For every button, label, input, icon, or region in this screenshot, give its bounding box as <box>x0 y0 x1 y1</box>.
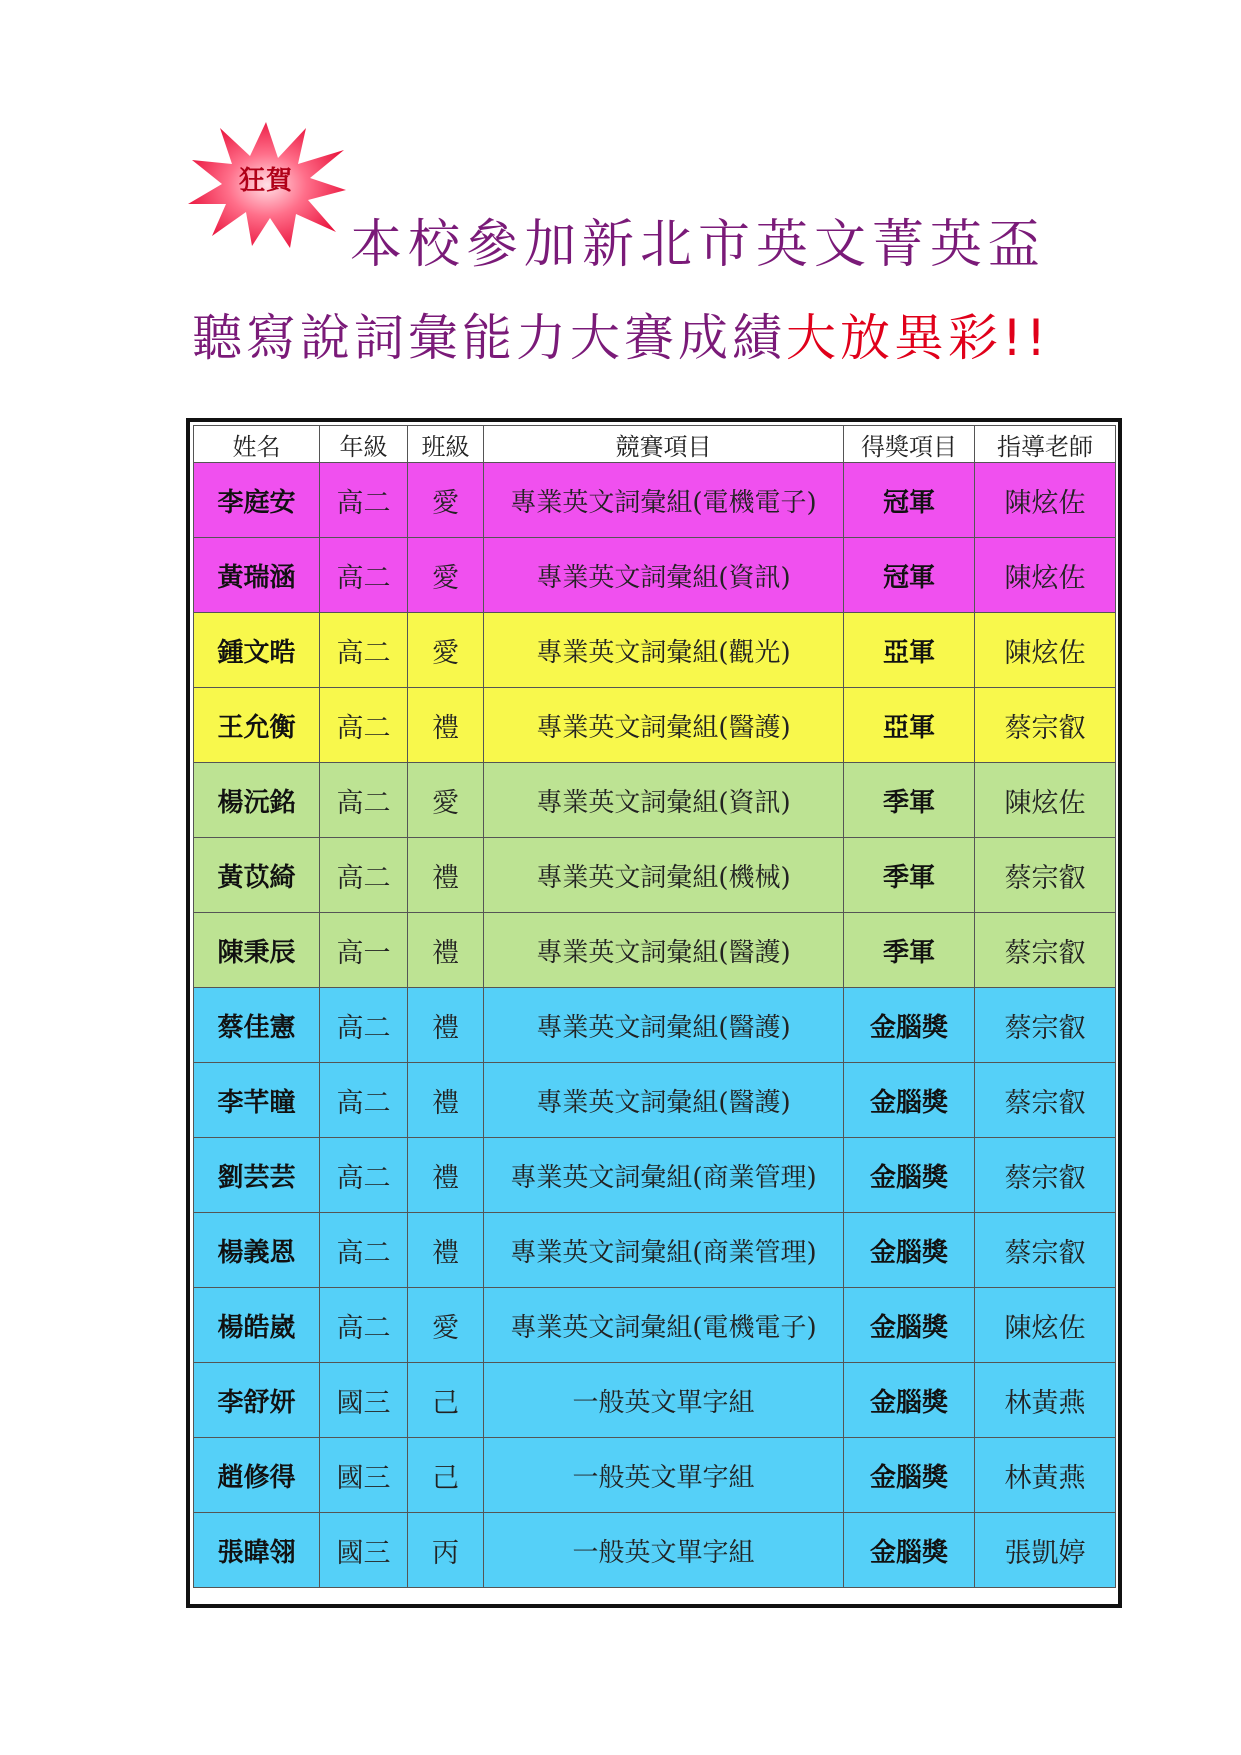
results-table <box>193 425 1116 1588</box>
cell-event: 專業英文詞彙組(醫護) <box>484 688 844 763</box>
table-row <box>194 613 1116 688</box>
cell-event: 專業英文詞彙組(電機電子) <box>484 463 844 538</box>
cell-class: 禮 <box>408 1213 484 1288</box>
cell-grade: 高二 <box>320 688 408 763</box>
column-header-teacher: 指導老師 <box>975 426 1116 463</box>
table-row <box>194 688 1116 763</box>
cell-class: 愛 <box>408 613 484 688</box>
cell-class: 禮 <box>408 688 484 763</box>
cell-event: 專業英文詞彙組(資訊) <box>484 538 844 613</box>
cell-class: 禮 <box>408 913 484 988</box>
burst-label: 狂賀 <box>238 166 293 196</box>
cell-award: 亞軍 <box>844 613 975 688</box>
cell-grade: 高二 <box>320 988 408 1063</box>
cell-award: 季軍 <box>844 838 975 913</box>
cell-award: 冠軍 <box>844 463 975 538</box>
table-row <box>194 763 1116 838</box>
cell-class: 禮 <box>408 1063 484 1138</box>
cell-name: 李庭安 <box>194 463 320 538</box>
cell-name: 李芊瞳 <box>194 1063 320 1138</box>
cell-class: 愛 <box>408 538 484 613</box>
cell-event: 專業英文詞彙組(機械) <box>484 838 844 913</box>
cell-class: 禮 <box>408 1138 484 1213</box>
cell-grade: 高二 <box>320 1288 408 1363</box>
cell-name: 蔡佳憲 <box>194 988 320 1063</box>
cell-event: 一般英文單字組 <box>484 1363 844 1438</box>
cell-class: 愛 <box>408 763 484 838</box>
cell-grade: 國三 <box>320 1438 408 1513</box>
table-row <box>194 1213 1116 1288</box>
cell-event: 一般英文單字組 <box>484 1438 844 1513</box>
cell-teacher: 張凱婷 <box>975 1513 1116 1588</box>
cell-event: 一般英文單字組 <box>484 1513 844 1588</box>
cell-name: 黃苡綺 <box>194 838 320 913</box>
cell-name: 劉芸芸 <box>194 1138 320 1213</box>
cell-class: 愛 <box>408 1288 484 1363</box>
column-header-name: 姓名 <box>194 426 320 463</box>
cell-grade: 高二 <box>320 1138 408 1213</box>
cell-teacher: 陳炫佐 <box>975 538 1116 613</box>
table-row <box>194 538 1116 613</box>
cell-teacher: 蔡宗叡 <box>975 1213 1116 1288</box>
page-title-line2 <box>192 305 1072 371</box>
table-row <box>194 463 1116 538</box>
table-row <box>194 1288 1116 1363</box>
cell-grade: 高一 <box>320 913 408 988</box>
table-row <box>194 1138 1116 1213</box>
table-row <box>194 1063 1116 1138</box>
cell-teacher: 林黃燕 <box>975 1363 1116 1438</box>
cell-class: 禮 <box>408 988 484 1063</box>
cell-grade: 高二 <box>320 1063 408 1138</box>
cell-class: 禮 <box>408 838 484 913</box>
cell-award: 金腦獎 <box>844 1213 975 1288</box>
column-header-grade: 年級 <box>320 426 408 463</box>
cell-grade: 高二 <box>320 463 408 538</box>
cell-teacher: 蔡宗叡 <box>975 838 1116 913</box>
cell-name: 楊義恩 <box>194 1213 320 1288</box>
cell-award: 金腦獎 <box>844 1063 975 1138</box>
cell-award: 季軍 <box>844 763 975 838</box>
cell-name: 張暐翎 <box>194 1513 320 1588</box>
table-row <box>194 913 1116 988</box>
cell-teacher: 陳炫佐 <box>975 613 1116 688</box>
cell-event: 專業英文詞彙組(商業管理) <box>484 1138 844 1213</box>
table-body <box>194 463 1116 1588</box>
cell-teacher: 林黃燕 <box>975 1438 1116 1513</box>
cell-name: 陳秉辰 <box>194 913 320 988</box>
cell-name: 黃瑞涵 <box>194 538 320 613</box>
cell-award: 金腦獎 <box>844 1138 975 1213</box>
cell-event: 專業英文詞彙組(商業管理) <box>484 1213 844 1288</box>
cell-class: 己 <box>408 1363 484 1438</box>
cell-award: 金腦獎 <box>844 1363 975 1438</box>
cell-name: 趙修得 <box>194 1438 320 1513</box>
title-line2-main: 聽寫說詞彙能力大賽成績 <box>192 309 786 367</box>
cell-name: 李舒妍 <box>194 1363 320 1438</box>
table-row <box>194 1513 1116 1588</box>
column-header-event: 競賽項目 <box>484 426 844 463</box>
cell-grade: 高二 <box>320 613 408 688</box>
cell-name: 鍾文晧 <box>194 613 320 688</box>
cell-name: 王允衡 <box>194 688 320 763</box>
cell-award: 金腦獎 <box>844 988 975 1063</box>
cell-teacher: 蔡宗叡 <box>975 988 1116 1063</box>
column-header-award: 得獎項目 <box>844 426 975 463</box>
cell-grade: 國三 <box>320 1363 408 1438</box>
cell-class: 愛 <box>408 463 484 538</box>
cell-event: 專業英文詞彙組(資訊) <box>484 763 844 838</box>
congrats-burst <box>186 120 346 250</box>
table-row <box>194 838 1116 913</box>
cell-class: 丙 <box>408 1513 484 1588</box>
table-row <box>194 988 1116 1063</box>
cell-event: 專業英文詞彙組(醫護) <box>484 988 844 1063</box>
cell-grade: 高二 <box>320 538 408 613</box>
cell-award: 冠軍 <box>844 538 975 613</box>
cell-teacher: 陳炫佐 <box>975 463 1116 538</box>
cell-class: 己 <box>408 1438 484 1513</box>
cell-award: 金腦獎 <box>844 1513 975 1588</box>
cell-event: 專業英文詞彙組(醫護) <box>484 913 844 988</box>
table-header-row <box>194 426 1116 463</box>
cell-teacher: 蔡宗叡 <box>975 688 1116 763</box>
cell-grade: 高二 <box>320 838 408 913</box>
cell-award: 季軍 <box>844 913 975 988</box>
cell-teacher: 蔡宗叡 <box>975 1063 1116 1138</box>
cell-name: 楊沅銘 <box>194 763 320 838</box>
cell-grade: 高二 <box>320 763 408 838</box>
cell-award: 金腦獎 <box>844 1288 975 1363</box>
title-line2-highlight: 大放異彩!! <box>786 309 1051 367</box>
cell-grade: 高二 <box>320 1213 408 1288</box>
page-title-line1: 本校參加新北市英文菁英盃 <box>350 215 1047 275</box>
table-row <box>194 1363 1116 1438</box>
cell-name: 楊皓崴 <box>194 1288 320 1363</box>
cell-award: 亞軍 <box>844 688 975 763</box>
cell-teacher: 蔡宗叡 <box>975 913 1116 988</box>
cell-event: 專業英文詞彙組(電機電子) <box>484 1288 844 1363</box>
cell-event: 專業英文詞彙組(醫護) <box>484 1063 844 1138</box>
cell-award: 金腦獎 <box>844 1438 975 1513</box>
column-header-class: 班級 <box>408 426 484 463</box>
cell-teacher: 陳炫佐 <box>975 1288 1116 1363</box>
cell-grade: 國三 <box>320 1513 408 1588</box>
cell-teacher: 蔡宗叡 <box>975 1138 1116 1213</box>
cell-teacher: 陳炫佐 <box>975 763 1116 838</box>
cell-event: 專業英文詞彙組(觀光) <box>484 613 844 688</box>
table-row <box>194 1438 1116 1513</box>
results-table-frame <box>186 418 1122 1608</box>
